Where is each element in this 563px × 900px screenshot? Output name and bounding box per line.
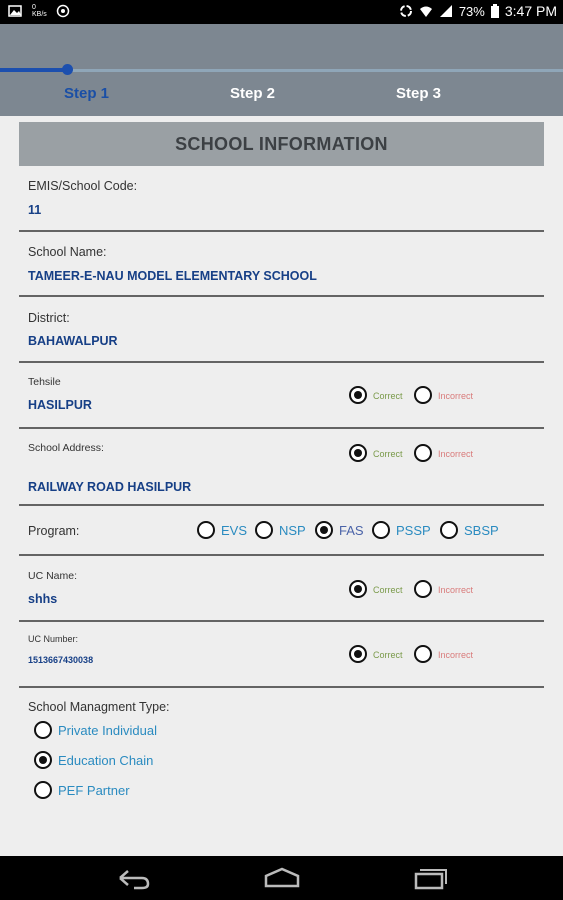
uc-name-correct-label[interactable]: Correct [373, 585, 403, 595]
tehsile-label: Tehsile [28, 376, 61, 388]
tehsile-incorrect-radio[interactable] [414, 386, 432, 404]
home-icon[interactable] [262, 864, 302, 892]
mgmt-pef-partner-label[interactable]: PEF Partner [58, 783, 130, 798]
divider [19, 504, 544, 506]
program-pssp-label[interactable]: PSSP [396, 523, 431, 538]
uc-number-incorrect-radio[interactable] [414, 645, 432, 663]
mgmt-pef-partner-radio[interactable] [34, 781, 52, 799]
program-sbsp-label[interactable]: SBSP [464, 523, 499, 538]
uc-name-incorrect-radio[interactable] [414, 580, 432, 598]
battery-icon [491, 4, 499, 18]
stepper-header [0, 24, 563, 116]
recent-apps-icon[interactable] [410, 864, 450, 892]
divider [19, 427, 544, 429]
program-label: Program: [28, 524, 80, 538]
school-name-label: School Name: [28, 245, 107, 259]
program-pssp-radio[interactable] [372, 521, 390, 539]
progress-handle [62, 64, 73, 75]
school-name-value: TAMEER-E-NAU MODEL ELEMENTARY SCHOOL [28, 269, 317, 283]
divider [19, 230, 544, 232]
uc-number-correct-label[interactable]: Correct [373, 650, 403, 660]
tehsile-value: HASILPUR [28, 398, 92, 412]
mgmt-private-label[interactable]: Private Individual [58, 723, 157, 738]
tehsile-incorrect-label[interactable]: Incorrect [438, 391, 474, 401]
navigation-bar [0, 856, 563, 900]
emis-label: EMIS/School Code: [28, 179, 138, 193]
uc-name-correct-radio[interactable] [349, 580, 367, 598]
uc-name-label: UC Name: [28, 570, 78, 582]
district-label: District: [28, 311, 70, 325]
tab-step-1[interactable]: Step 1 [64, 85, 110, 102]
mgmt-education-chain-label[interactable]: Education Chain [58, 753, 154, 768]
tehsile-correct-label[interactable]: Correct [373, 391, 403, 401]
program-evs-label[interactable]: EVS [221, 523, 248, 538]
uc-number-correct-radio[interactable] [349, 645, 367, 663]
uc-number-value: 1513667430038 [28, 655, 94, 665]
status-bar [0, 0, 563, 24]
signal-icon [439, 4, 453, 18]
uc-number-incorrect-label[interactable]: Incorrect [438, 650, 474, 660]
emis-value: 11 [28, 203, 42, 217]
address-incorrect-label[interactable]: Incorrect [438, 449, 474, 459]
program-nsp-radio[interactable] [255, 521, 273, 539]
clock: 3:47 PM [504, 3, 557, 19]
uc-number-label: UC Number: [28, 634, 79, 644]
section-title: SCHOOL INFORMATION [19, 122, 544, 166]
tab-step-3[interactable]: Step 3 [396, 85, 442, 102]
mgmt-education-chain-radio[interactable] [34, 751, 52, 769]
divider [19, 554, 544, 556]
district-value: BAHAWALPUR [28, 334, 118, 348]
program-nsp-label[interactable]: NSP [279, 523, 306, 538]
tab-step-2[interactable]: Step 2 [230, 85, 276, 102]
program-sbsp-radio[interactable] [440, 521, 458, 539]
sync-icon [399, 4, 413, 18]
divider [19, 686, 544, 688]
data-speed-icon: 0 KB/s [32, 4, 47, 18]
address-incorrect-radio[interactable] [414, 444, 432, 462]
back-icon[interactable] [114, 864, 154, 892]
progress-fill [0, 68, 68, 72]
address-correct-radio[interactable] [349, 444, 367, 462]
address-value: RAILWAY ROAD HASILPUR [28, 480, 192, 494]
divider [19, 295, 544, 297]
address-correct-label[interactable]: Correct [373, 449, 403, 459]
battery-percent: 73% [458, 3, 485, 19]
image-notification-icon [8, 4, 22, 18]
divider [19, 620, 544, 622]
address-label: School Address: [28, 442, 104, 454]
mgmt-private-radio[interactable] [34, 721, 52, 739]
location-icon [56, 4, 70, 18]
progress-track [0, 69, 563, 72]
tehsile-correct-radio[interactable] [349, 386, 367, 404]
program-fas-radio[interactable] [315, 521, 333, 539]
divider [19, 361, 544, 363]
uc-name-incorrect-label[interactable]: Incorrect [438, 585, 474, 595]
uc-name-value: shhs [28, 592, 58, 606]
program-evs-radio[interactable] [197, 521, 215, 539]
program-fas-label[interactable]: FAS [339, 523, 364, 538]
wifi-icon [419, 4, 433, 18]
management-type-label: School Managment Type: [28, 700, 170, 714]
